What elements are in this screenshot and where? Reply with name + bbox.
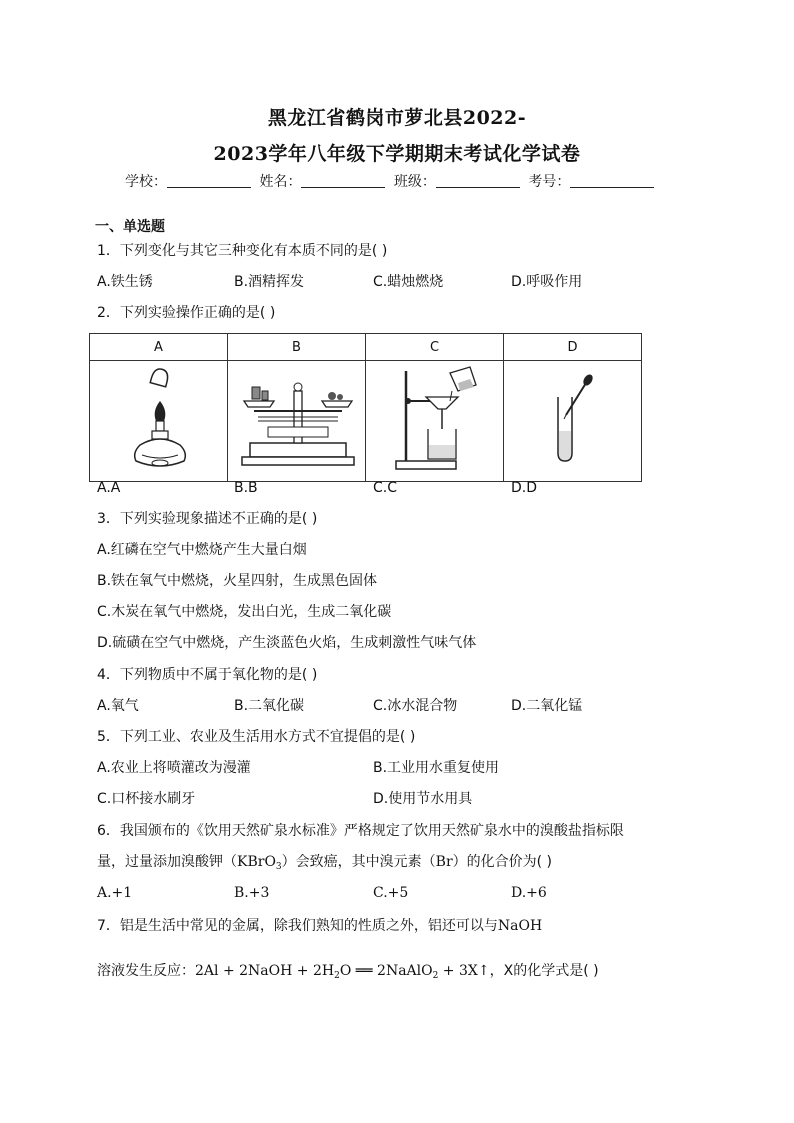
reaction-equation: 2Al + 2NaOH + $2H_2O$ ══ 2NaAlO$_2$ + 3X↑ [195, 963, 490, 981]
q7-stem-line1 [97, 915, 542, 935]
exam-title-line2: 2023学年八年级下学期期末考试化学试卷 [213, 143, 581, 165]
q7-stem-part3: ，X的化学式是( ) [489, 963, 599, 979]
kbro3-formula: KBrO$_3$ [237, 854, 282, 872]
q5-option-b: B.工业用水重复使用 [373, 760, 500, 776]
q2-header-a: A [90, 334, 228, 361]
q3-option-d: D.硫磺在空气中燃烧，产生淡蓝色火焰，生成刺激性气味气体 [97, 635, 477, 651]
q2-image-c [366, 361, 504, 482]
class-label: 班级： [393, 174, 436, 190]
q4-stem: 4．下列物质中不属于氧化物的是( ) [97, 667, 318, 683]
q4-option-b: B.二氧化碳 [234, 698, 305, 714]
q7-stem-line2 [97, 960, 599, 981]
q7-stem-part2: 溶液发生反应： [97, 963, 195, 979]
q1-option-d: D.呼吸作用 [511, 274, 583, 290]
q5-option-d: D.使用节水用具 [373, 791, 473, 807]
q2-image-d [504, 361, 642, 482]
q2-image-a [90, 361, 228, 482]
class-blank[interactable] [436, 173, 520, 188]
q3-option-c: C.木炭在氧气中燃烧，发出白光，生成二氧化碳 [97, 604, 392, 620]
q6-option-b: B.+3 [234, 885, 270, 901]
q4-option-c: C.冰水混合物 [373, 698, 458, 714]
q2-option-d: D.D [511, 480, 538, 496]
q2-image-b [228, 361, 366, 482]
br-symbol: Br [435, 854, 453, 870]
balance-scale-icon [228, 361, 365, 477]
filtration-setup-icon [366, 361, 503, 477]
q2-stem: 2．下列实验操作正确的是( ) [97, 305, 276, 321]
q5-option-c: C.口杯接水刷牙 [97, 791, 196, 807]
q6-option-c: C.+5 [373, 885, 409, 901]
q2-header-b: B [228, 334, 366, 361]
q6-stem-line2 [97, 851, 552, 872]
q6-stem-line1: 6．我国颁布的《饮用天然矿泉水标准》严格规定了饮用天然矿泉水中的溴酸盐指标限 [97, 823, 624, 839]
q2-operation-table [89, 333, 642, 482]
q5-stem: 5．下列工业、农业及生活用水方式不宜提倡的是( ) [97, 729, 416, 745]
q2-option-b: B.B [234, 480, 258, 496]
q1-option-c: C.蜡烛燃烧 [373, 274, 444, 290]
q2-option-c: C.C [373, 480, 398, 496]
q3-stem: 3．下列实验现象描述不正确的是( ) [97, 511, 318, 527]
naoh-formula: NaOH [497, 918, 543, 934]
student-info-row [125, 171, 658, 191]
name-label: 姓名： [259, 174, 302, 190]
q5-option-a: A.农业上将喷灌改为漫灌 [97, 760, 251, 776]
q6-stem-part-a: 量，过量添加溴酸钾（ [97, 854, 237, 870]
q6-stem-part-b: ）会致癌，其中溴元素（ [281, 854, 436, 870]
q1-option-a: A.铁生锈 [97, 274, 153, 290]
q6-option-a: A.+1 [97, 885, 133, 901]
q3-option-b: B.铁在氧气中燃烧，火星四射，生成黑色固体 [97, 573, 378, 589]
q6-option-d: D.+6 [511, 885, 547, 901]
q1-stem: 1．下列变化与其它三种变化有本质不同的是( ) [97, 243, 388, 259]
name-blank[interactable] [301, 173, 385, 188]
q2-header-d: D [504, 334, 642, 361]
exam-title-line1: 黑龙江省鹤岗市萝北县2022- [267, 107, 527, 129]
section-heading: 一、单选题 [95, 219, 165, 235]
school-label: 学校： [125, 174, 167, 190]
q4-option-a: A.氧气 [97, 698, 139, 714]
exam-number-blank[interactable] [570, 173, 654, 188]
test-tube-dropper-icon [504, 361, 641, 477]
exam-number-label: 考号： [528, 174, 571, 190]
school-blank[interactable] [167, 173, 251, 188]
q3-option-a: A.红磷在空气中燃烧产生大量白烟 [97, 542, 307, 558]
q2-option-a: A.A [97, 480, 121, 496]
alcohol-lamp-icon [90, 361, 227, 477]
q7-stem-part1: 7．铝是生活中常见的金属，除我们熟知的性质之外，铝还可以与 [97, 918, 498, 934]
q6-stem-part-c: ）的化合价为( ) [452, 854, 553, 870]
q2-header-c: C [366, 334, 504, 361]
q4-option-d: D.二氧化锰 [511, 698, 583, 714]
q1-option-b: B.酒精挥发 [234, 274, 305, 290]
